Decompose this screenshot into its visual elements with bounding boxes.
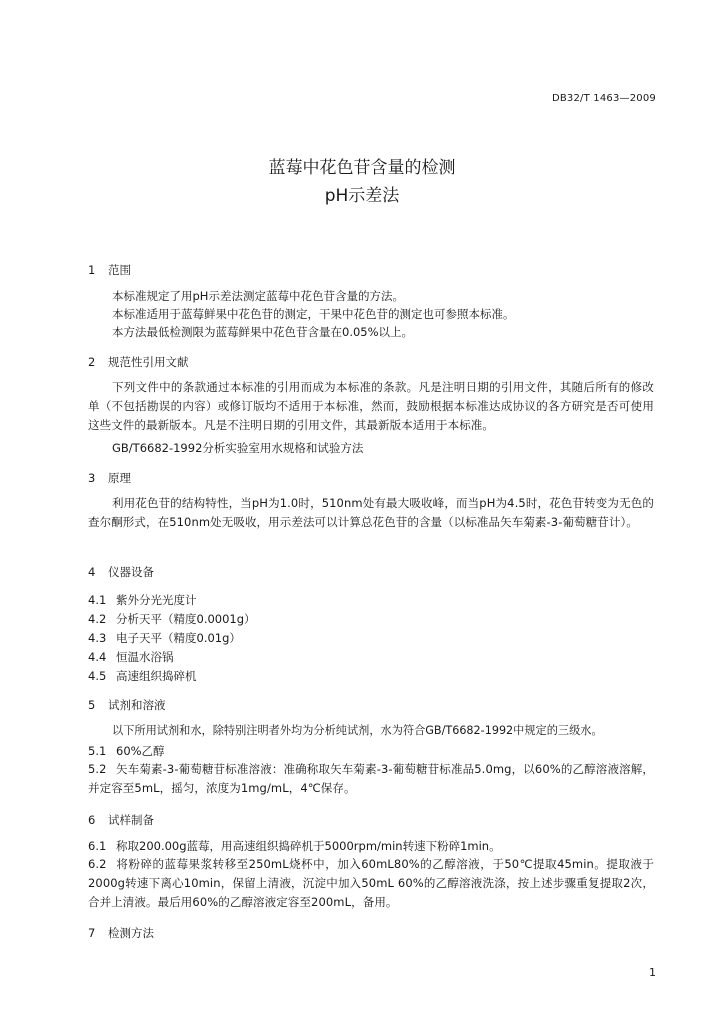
section-7-heading (88, 925, 154, 941)
section-number: 2 (88, 355, 96, 369)
section-2-heading (88, 354, 189, 370)
section-title: 仪器设备 (108, 565, 154, 579)
sample-prep-item: 6.2 将粉碎的蓝莓果浆转移至250mL烧杯中，加入60mL80%的乙醇溶液，于50℃提取45min。提取液于2000g转速下离心10min，保留上清液，沉淀中加入50mL 60%的乙醇溶液洗涤，按上述步骤重复提取2次，合并上清液。最后用60%的乙醇溶液定容至200mL，备用。 (88, 857, 654, 909)
equipment-item: 4.1 紫外分光光度计 (88, 593, 197, 607)
sample-prep-item: 6.1 称取200.00g蓝莓，用高速组织捣碎机于5000rpm/min转速下粉碎1min。 (88, 839, 501, 853)
scope-line-2: 本标准适用于蓝莓鲜果中花色苷的测定，干果中花色苷的测定也可参照本标准。 (112, 307, 515, 321)
reagent-item: 5.2 矢车菊素-3-葡萄糖苷标准溶液：准确称取矢车菊素-3-葡萄糖苷标准品5.0mg，以60%的乙醇溶液溶解，并定容至5mL，摇匀，浓度为1mg/mL，4℃保存。 (88, 762, 654, 795)
section-title: 试样制备 (108, 813, 154, 827)
equipment-item: 4.3 电子天平（精度0.01g） (88, 631, 241, 645)
equipment-item: 4.4 恒温水浴锅 (88, 650, 174, 664)
equipment-item: 4.2 分析天平（精度0.0001g） (88, 612, 256, 626)
section-number: 7 (88, 926, 96, 940)
document-title: 蓝莓中花色苷含量的检测 (268, 158, 456, 178)
section-3-heading (88, 470, 131, 486)
equipment-item: 4.5 高速组织捣碎机 (88, 669, 197, 683)
section-title: 规范性引用文献 (108, 355, 189, 369)
section-6-heading (88, 812, 154, 828)
scope-line-3: 本方法最低检测限为蓝莓鲜果中花色苷含量在0.05%以上。 (112, 325, 414, 339)
principle-paragraph: 利用花色苷的结构特性，当pH为1.0时，510nm处有最大吸收峰，而当pH为4.5时，花色苷转变为无色的查尔酮形式，在510nm处无吸收，用示差法可以计算总花色苷的含量（以标准品矢车菊素-3-葡萄糖苷计）。 (88, 496, 654, 529)
section-number: 1 (88, 263, 96, 277)
section-number: 4 (88, 565, 96, 579)
section-title: 范围 (108, 263, 131, 277)
section-number: 6 (88, 813, 96, 827)
section-title: 原理 (108, 471, 131, 485)
reagent-item: 5.1 60%乙醇 (88, 744, 165, 758)
document-subtitle: pH示差法 (324, 186, 400, 206)
section-1-heading (88, 262, 131, 278)
section-5-heading (88, 697, 166, 713)
scope-line-1: 本标准规定了用pH示差法测定蓝莓中花色苷含量的方法。 (112, 289, 404, 303)
page-number: 1 (649, 966, 656, 979)
section-4-heading (88, 564, 154, 580)
section-title: 试剂和溶液 (108, 698, 166, 712)
section-number: 5 (88, 698, 96, 712)
normative-reference: GB/T6682-1992分析实验室用水规格和试验方法 (112, 441, 364, 455)
reagents-intro: 以下所用试剂和水，除特别注明者外均为分析纯试剂，水为符合GB/T6682-1992中规定的三级水。 (112, 724, 603, 737)
section-title: 检测方法 (108, 926, 154, 940)
normative-paragraph: 下列文件中的条款通过本标准的引用而成为本标准的条款。凡是注明日期的引用文件，其随后所有的修改单（不包括勘误的内容）或修订版均不适用于本标准，然而，鼓励根据本标准达成协议的各方研究是否可使用这些文件的最新版本。凡是不注明日期的引用文件，其最新版本适用于本标准。 (88, 380, 654, 432)
section-number: 3 (88, 471, 96, 485)
standard-code: DB32/T 1463—2009 (551, 93, 656, 104)
